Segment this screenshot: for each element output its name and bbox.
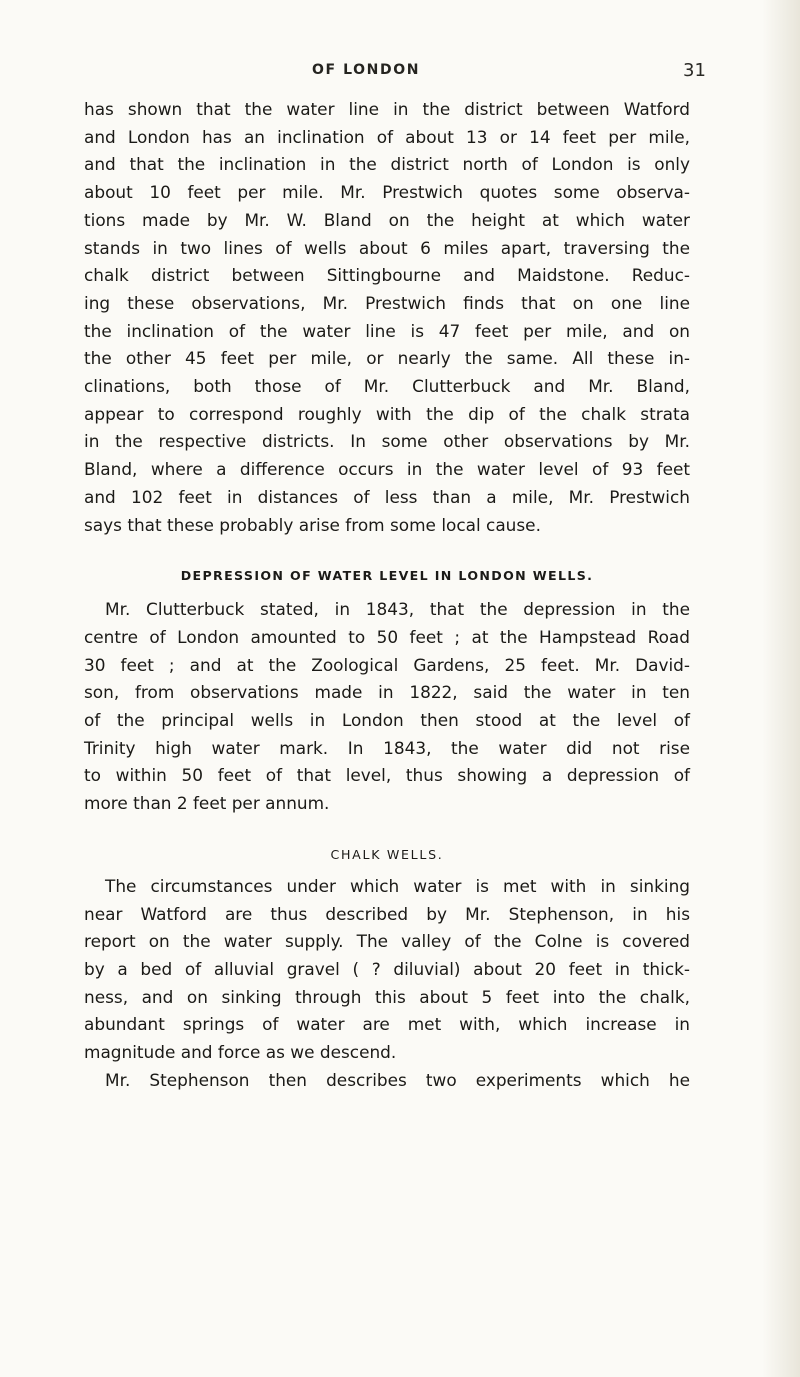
- paragraph-2-line: Trinity high water mark. In 1843, the water did not rise: [84, 737, 690, 758]
- section-heading-depression: DEPRESSION OF WATER LEVEL IN LONDON WELLS.: [180, 568, 594, 584]
- paragraph-1-line: says that these probably arise from some local cause.: [84, 514, 541, 535]
- paragraph-2-line: 30 feet ; and at the Zoological Gardens, 25 feet. Mr. David-: [84, 654, 690, 675]
- paragraph-1-line: about 10 feet per mile. Mr. Prestwich quotes some observa-: [84, 182, 690, 203]
- paragraph-1-line: and 102 feet in distances of less than a mile, Mr. Prestwich: [84, 486, 690, 507]
- paragraph-1-line: chalk district between Sittingbourne and Maidstone. Reduc-: [84, 265, 690, 286]
- paragraph-2-line: of the principal wells in London then stood at the level of: [84, 710, 690, 731]
- paragraph-1-line: appear to correspond roughly with the dip of the chalk strata: [84, 403, 690, 424]
- paragraph-1-line: the other 45 feet per mile, or nearly the same. All these in-: [84, 348, 690, 369]
- page-edge-shadow: [762, 0, 800, 1377]
- paragraph-3-line: ness, and on sinking through this about 5 feet into the chalk,: [84, 986, 690, 1007]
- paragraph-1-line: has shown that the water line in the district between Watford: [84, 99, 690, 119]
- paragraph-2-line: son, from observations made in 1822, said the water in ten: [84, 682, 690, 703]
- paragraph-2-line: centre of London amounted to 50 feet ; at the Hampstead Road: [84, 626, 690, 647]
- paragraph-2-line: more than 2 feet per annum.: [84, 793, 330, 814]
- paragraph-1-line: Bland, where a difference occurs in the water level of 93 feet: [84, 459, 690, 480]
- paragraph-3-line: The circumstances under which water is met with in sinking: [105, 875, 690, 896]
- paragraph-1-line: and London has an inclination of about 13 or 14 feet per mile,: [84, 126, 690, 147]
- paragraph-1-line: ing these observations, Mr. Prestwich finds that on one line: [84, 292, 690, 313]
- paragraph-1-line: tions made by Mr. W. Bland on the height at which water: [84, 209, 690, 230]
- paragraph-1-line: and that the inclination in the district north of London is only: [84, 154, 690, 175]
- paragraph-1-line: clinations, both those of Mr. Clutterbuck and Mr. Bland,: [84, 376, 690, 397]
- section-heading-chalk-wells: CHALK WELLS.: [330, 846, 444, 862]
- paragraph-3-line: near Watford are thus described by Mr. Stephenson, in his: [84, 903, 690, 924]
- running-head: OF LONDON: [312, 62, 421, 78]
- page-header: [0, 62, 800, 86]
- paragraph-1-line: the inclination of the water line is 47 feet per mile, and on: [84, 320, 690, 341]
- paragraph-2-line: Mr. Clutterbuck stated, in 1843, that the depression in the: [105, 599, 690, 620]
- paragraph-4-line: Mr. Stephenson then describes two experiments which he: [105, 1069, 690, 1090]
- body-text: [84, 96, 690, 1095]
- paragraph-1-line: stands in two lines of wells about 6 miles apart, traversing the: [84, 237, 690, 258]
- paragraph-3-line: magnitude and force as we descend.: [84, 1042, 397, 1063]
- paragraph-3-line: by a bed of alluvial gravel ( ? diluvial) about 20 feet in thick-: [84, 958, 690, 979]
- paragraph-2-line: to within 50 feet of that level, thus showing a depression of: [84, 765, 690, 786]
- paragraph-1-line: in the respective districts. In some other observations by Mr.: [84, 431, 690, 452]
- paragraph-3-line: report on the water supply. The valley of the Colne is covered: [84, 931, 690, 952]
- paragraph-3-line: abundant springs of water are met with, which increase in: [84, 1014, 690, 1035]
- page-number: 31: [683, 60, 706, 81]
